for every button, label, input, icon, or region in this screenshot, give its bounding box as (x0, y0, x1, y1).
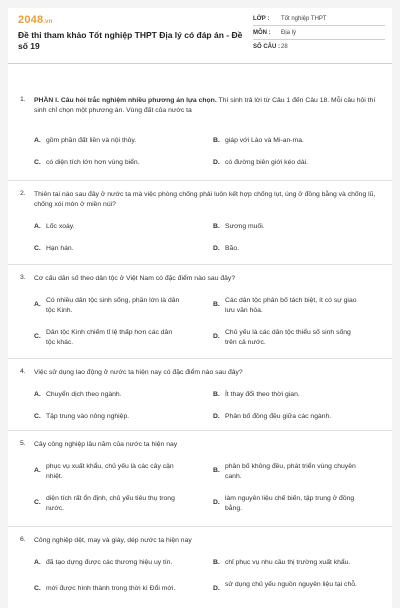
option-b[interactable] (213, 462, 360, 481)
option-text: mới được hình thành trong thời kì Đổi mới. (46, 585, 176, 592)
option-letter: D. (213, 585, 220, 592)
option-letter: A. (34, 137, 41, 144)
divider (8, 264, 392, 265)
meta-value: Địa lý (281, 29, 297, 36)
option-c[interactable] (34, 244, 181, 254)
question-text (34, 440, 379, 450)
option-letter: C. (34, 159, 41, 166)
divider (8, 430, 392, 431)
option-text: Phân bố đồng đều giữa các ngành. (225, 413, 332, 420)
option-a[interactable] (34, 222, 181, 232)
option-letter: A. (34, 467, 41, 474)
question-number: 4. (20, 368, 26, 375)
option-b[interactable] (213, 136, 360, 146)
question-number: 1. (20, 96, 26, 103)
question-body: Thiên tai nào sau đây ở nước ta mà việc phòng chống phải luôn kết hợp chống lụt, úng ở đồng bằng và chống lũ, chống xói mòn ở miền núi? (34, 191, 376, 208)
meta-row-count (253, 40, 385, 54)
option-text: diện tích rất ổn định, chủ yếu tiêu thụ trong nước. (46, 495, 175, 512)
question-text (34, 536, 379, 546)
option-a[interactable] (34, 136, 181, 146)
option-text: phân bố không đều, phát triển vùng chuyên canh. (225, 463, 356, 480)
option-letter: C. (34, 499, 41, 506)
option-a[interactable] (34, 296, 181, 315)
option-text: giáp với Lào và Mi-an-ma. (225, 137, 304, 144)
option-letter: A. (34, 559, 41, 566)
divider (8, 180, 392, 181)
divider (8, 358, 392, 359)
option-letter: D. (213, 499, 220, 506)
option-letter: B. (213, 391, 220, 398)
option-text: Chuyển dịch theo ngành. (46, 391, 122, 398)
option-c[interactable] (34, 328, 181, 347)
option-a[interactable] (34, 558, 181, 568)
option-c[interactable] (34, 158, 181, 168)
option-text: Ít thay đổi theo thời gian. (225, 391, 300, 398)
option-d[interactable] (213, 494, 360, 513)
option-c[interactable] (34, 494, 181, 513)
option-text: sử dụng chủ yếu nguồn nguyên liệu tại chỗ. (225, 581, 357, 588)
option-text: có đường biên giới kéo dài. (225, 159, 308, 166)
question-body: Cây công nghiệp lâu năm của nước ta hiện nay (34, 441, 178, 448)
option-d[interactable] (213, 412, 360, 422)
option-letter: B. (213, 559, 220, 566)
option-b[interactable] (213, 222, 360, 232)
option-d[interactable] (213, 328, 360, 347)
option-letter: A. (34, 223, 41, 230)
option-letter: B. (213, 137, 220, 144)
option-text: Hạn hán. (46, 245, 74, 252)
question-text (34, 274, 379, 284)
option-a[interactable] (34, 390, 181, 400)
option-d[interactable] (213, 580, 360, 594)
option-text: phục vụ xuất khẩu, chủ yếu là các cây cận nhiệt. (46, 463, 174, 480)
question-body: Cơ cấu dân số theo dân tộc ở Việt Nam có đặc điểm nào sau đây? (34, 275, 236, 282)
option-text: làm nguyên liệu chế biến, tập trung ở đồng bằng. (225, 495, 355, 512)
option-letter: B. (213, 301, 220, 308)
option-letter: C. (34, 585, 41, 592)
option-b[interactable] (213, 296, 360, 315)
option-letter: D. (213, 159, 220, 166)
meta-value: 28 (281, 44, 288, 50)
question-body: Công nghiệp dệt, may và giày, dép nước ta hiện nay (34, 537, 192, 544)
option-letter: A. (34, 391, 41, 398)
option-text: Các dân tộc phân bố tách biệt, ít có sự giao lưu văn hóa. (225, 297, 357, 314)
site-logo[interactable] (18, 14, 53, 26)
option-text: gồm phần đất liền và nội thủy. (46, 137, 137, 144)
option-d[interactable] (213, 158, 360, 168)
option-text: Chủ yếu là các dân tộc thiểu số sinh sống trên cả nước. (225, 329, 351, 346)
meta-label: SỐ CÂU : (253, 44, 280, 50)
question-body: Việc sử dụng lao động ở nước ta hiện nay có đặc điểm nào sau đây? (34, 369, 243, 376)
question-body: Thí sinh trả lời từ Câu 1 đến Câu 18. Mỗi câu hỏi thí sinh chỉ chọn một phương án. Vùng đất của nước ta (34, 97, 376, 114)
meta-label: MÔN : (253, 29, 271, 36)
option-text: Bão. (225, 245, 239, 252)
option-text: chỉ phục vụ nhu cầu thị trường xuất khẩu. (225, 559, 351, 566)
question-text (34, 190, 379, 209)
page-header (8, 8, 392, 64)
document-title: Đề thi tham khảo Tốt nghiệp THPT Địa lý có đáp án - Đề số 19 (18, 30, 243, 51)
question-number: 2. (20, 190, 26, 197)
option-d[interactable] (213, 244, 360, 254)
option-letter: B. (213, 467, 220, 474)
question-text (34, 96, 379, 115)
option-a[interactable] (34, 462, 181, 481)
meta-row-subject (253, 26, 385, 40)
logo-suffix: .vn (43, 19, 53, 25)
option-c[interactable] (34, 412, 181, 422)
option-letter: B. (213, 223, 220, 230)
question-lead: PHẦN I. Câu hỏi trắc nghiệm nhiều phương án lựa chọn. (34, 97, 217, 104)
meta-value: Tốt nghiệp THPT (281, 15, 327, 22)
question-number: 6. (20, 536, 26, 543)
option-letter: D. (213, 413, 220, 420)
option-letter: C. (34, 245, 41, 252)
logo-text: 2048 (18, 14, 44, 26)
option-letter: C. (34, 413, 41, 420)
option-text: Có nhiều dân tộc sinh sống, phần lớn là dân tộc Kinh. (46, 297, 180, 314)
option-text: Sương muối. (225, 223, 265, 230)
option-b[interactable] (213, 558, 360, 568)
option-b[interactable] (213, 390, 360, 400)
option-c[interactable] (34, 584, 181, 594)
option-letter: A. (34, 301, 41, 308)
meta-table (253, 12, 385, 54)
option-text: Tập trung vào nông nghiệp. (46, 413, 130, 420)
exam-page (8, 8, 392, 608)
meta-row-class (253, 12, 385, 26)
divider (8, 526, 392, 527)
option-text: Lốc xoáy. (46, 223, 75, 230)
option-text: có diện tích lớn hơn vùng biển. (46, 159, 140, 166)
option-text: đã tạo dựng được các thương hiệu uy tín. (46, 559, 173, 566)
option-letter: D. (213, 333, 220, 340)
option-letter: D. (213, 245, 220, 252)
question-text (34, 368, 379, 378)
question-number: 3. (20, 274, 26, 281)
meta-label: LỚP : (253, 15, 270, 22)
option-letter: C. (34, 333, 41, 340)
option-text: Dân tộc Kinh chiếm tỉ lệ thấp hơn các dân tộc khác. (46, 329, 173, 346)
question-number: 5. (20, 440, 26, 447)
